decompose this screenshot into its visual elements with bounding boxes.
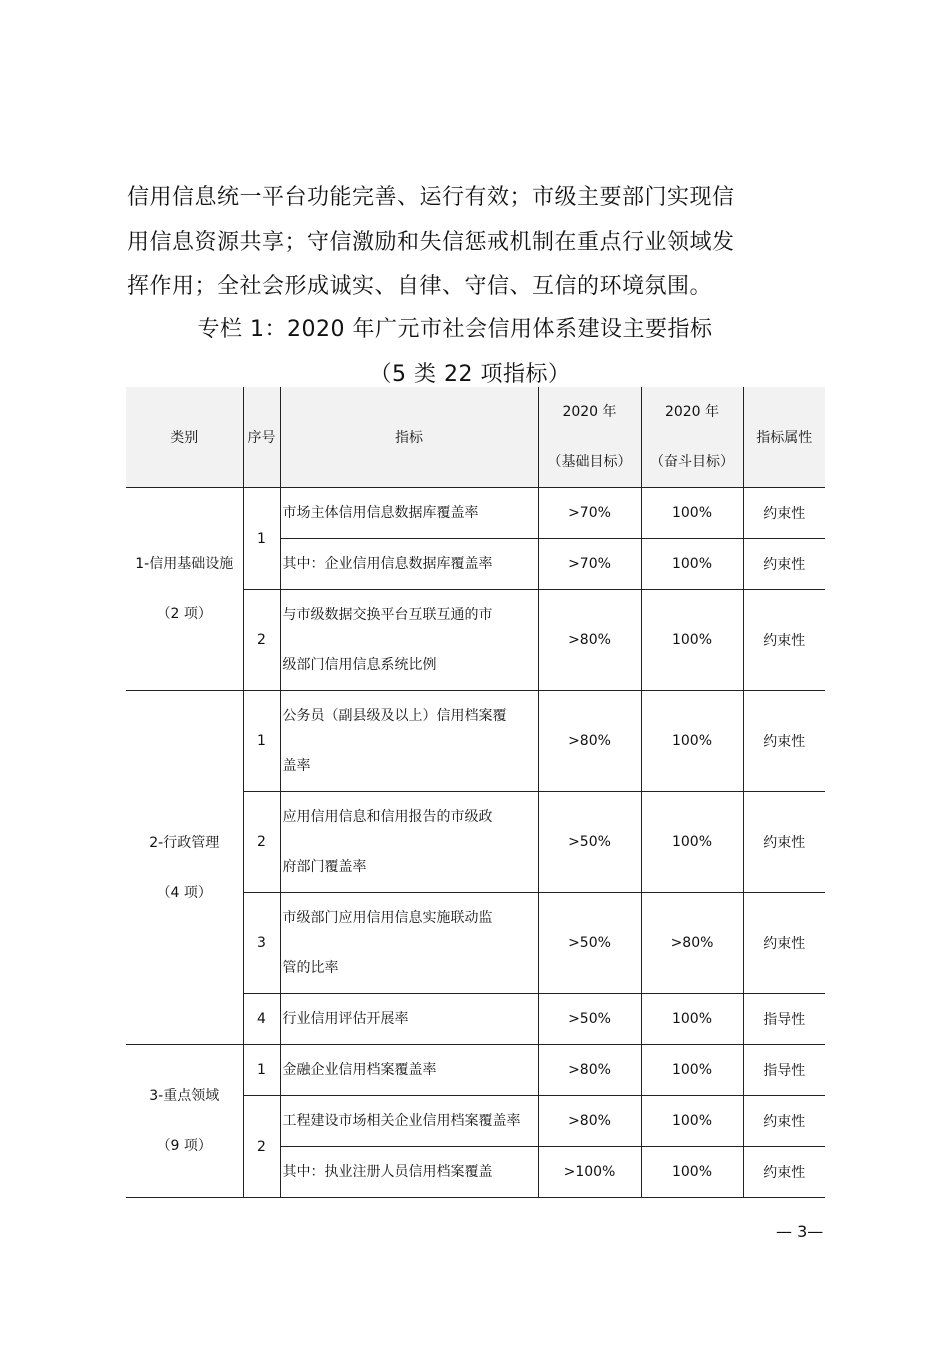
indicator-cell: 金融企业信用档案覆盖率 bbox=[280, 1045, 538, 1096]
indicator-cell: 市场主体信用信息数据库覆盖率 bbox=[280, 488, 538, 539]
indicator-cell: 其中：执业注册人员信用档案覆盖 bbox=[280, 1147, 538, 1198]
category-cell: 3-重点领域 （9 项） bbox=[126, 1045, 243, 1198]
attribute-cell: 约束性 bbox=[743, 488, 825, 539]
indicator-cell: 与市级数据交换平台互联互通的市 级部门信用信息系统比例 bbox=[280, 590, 538, 691]
seq-cell: 2 bbox=[243, 590, 280, 691]
header-base-target: 2020 年 （基础目标） bbox=[538, 387, 641, 488]
table-row bbox=[126, 488, 825, 539]
goal-target-cell: 100% bbox=[641, 539, 743, 590]
category-cell: 2-行政管理 （4 项） bbox=[126, 691, 243, 1045]
indicator-cell: 其中：企业信用信息数据库覆盖率 bbox=[280, 539, 538, 590]
seq-cell: 2 bbox=[243, 792, 280, 893]
seq-cell: 2 bbox=[243, 1096, 280, 1198]
attribute-cell: 约束性 bbox=[743, 1096, 825, 1147]
base-target-cell: >50% bbox=[538, 994, 641, 1045]
seq-cell: 4 bbox=[243, 994, 280, 1045]
seq-cell: 3 bbox=[243, 893, 280, 994]
attribute-cell: 约束性 bbox=[743, 792, 825, 893]
attribute-cell: 约束性 bbox=[743, 539, 825, 590]
base-target-cell: >80% bbox=[538, 590, 641, 691]
attribute-cell: 约束性 bbox=[743, 1147, 825, 1198]
paragraph-line: 信用信息统一平台功能完善、运行有效；市级主要部门实现信 bbox=[127, 185, 735, 210]
indicator-cell: 工程建设市场相关企业信用档案覆盖率 bbox=[280, 1096, 538, 1147]
indicator-table bbox=[126, 387, 825, 1198]
goal-target-cell: >80% bbox=[641, 893, 743, 994]
table-header-row bbox=[126, 387, 825, 488]
base-target-cell: >50% bbox=[538, 893, 641, 994]
seq-cell: 1 bbox=[243, 488, 280, 590]
paragraph-line: 用信息资源共享；守信激励和失信惩戒机制在重点行业领域发 bbox=[127, 229, 735, 255]
base-target-cell: >80% bbox=[538, 1045, 641, 1096]
header-seq: 序号 bbox=[243, 387, 280, 488]
goal-target-cell: 100% bbox=[641, 590, 743, 691]
category-cell: 1-信用基础设施 （2 项） bbox=[126, 488, 243, 691]
indicator-cell: 公务员（副县级及以上）信用档案覆 盖率 bbox=[280, 691, 538, 792]
header-attribute: 指标属性 bbox=[743, 387, 825, 488]
attribute-cell: 指导性 bbox=[743, 994, 825, 1045]
base-target-cell: >80% bbox=[538, 691, 641, 792]
attribute-cell: 约束性 bbox=[743, 691, 825, 792]
table-subcaption: （5 类 22 项指标） bbox=[369, 362, 571, 387]
paragraph-line: 挥作用；全社会形成诚实、自律、守信、互信的环境氛围。 bbox=[127, 274, 713, 299]
goal-target-cell: 100% bbox=[641, 994, 743, 1045]
indicator-cell: 行业信用评估开展率 bbox=[280, 994, 538, 1045]
header-goal-target: 2020 年 （奋斗目标） bbox=[641, 387, 743, 488]
goal-target-cell: 100% bbox=[641, 1045, 743, 1096]
seq-cell: 1 bbox=[243, 1045, 280, 1096]
base-target-cell: >100% bbox=[538, 1147, 641, 1198]
base-target-cell: >80% bbox=[538, 1096, 641, 1147]
goal-target-cell: 100% bbox=[641, 1096, 743, 1147]
goal-target-cell: 100% bbox=[641, 691, 743, 792]
goal-target-cell: 100% bbox=[641, 792, 743, 893]
page-number: — 3— bbox=[776, 1222, 824, 1241]
indicator-cell: 应用信用信息和信用报告的市级政 府部门覆盖率 bbox=[280, 792, 538, 893]
base-target-cell: >70% bbox=[538, 488, 641, 539]
header-indicator: 指标 bbox=[280, 387, 538, 488]
attribute-cell: 约束性 bbox=[743, 590, 825, 691]
base-target-cell: >50% bbox=[538, 792, 641, 893]
goal-target-cell: 100% bbox=[641, 1147, 743, 1198]
table-caption: 专栏 1：2020 年广元市社会信用体系建设主要指标 bbox=[197, 317, 713, 342]
base-target-cell: >70% bbox=[538, 539, 641, 590]
attribute-cell: 指导性 bbox=[743, 1045, 825, 1096]
attribute-cell: 约束性 bbox=[743, 893, 825, 994]
body-paragraph bbox=[127, 176, 767, 310]
indicator-cell: 市级部门应用信用信息实施联动监 管的比率 bbox=[280, 893, 538, 994]
goal-target-cell: 100% bbox=[641, 488, 743, 539]
seq-cell: 1 bbox=[243, 691, 280, 792]
table-row bbox=[126, 1045, 825, 1096]
table-row bbox=[126, 691, 825, 792]
header-category: 类别 bbox=[126, 387, 243, 488]
